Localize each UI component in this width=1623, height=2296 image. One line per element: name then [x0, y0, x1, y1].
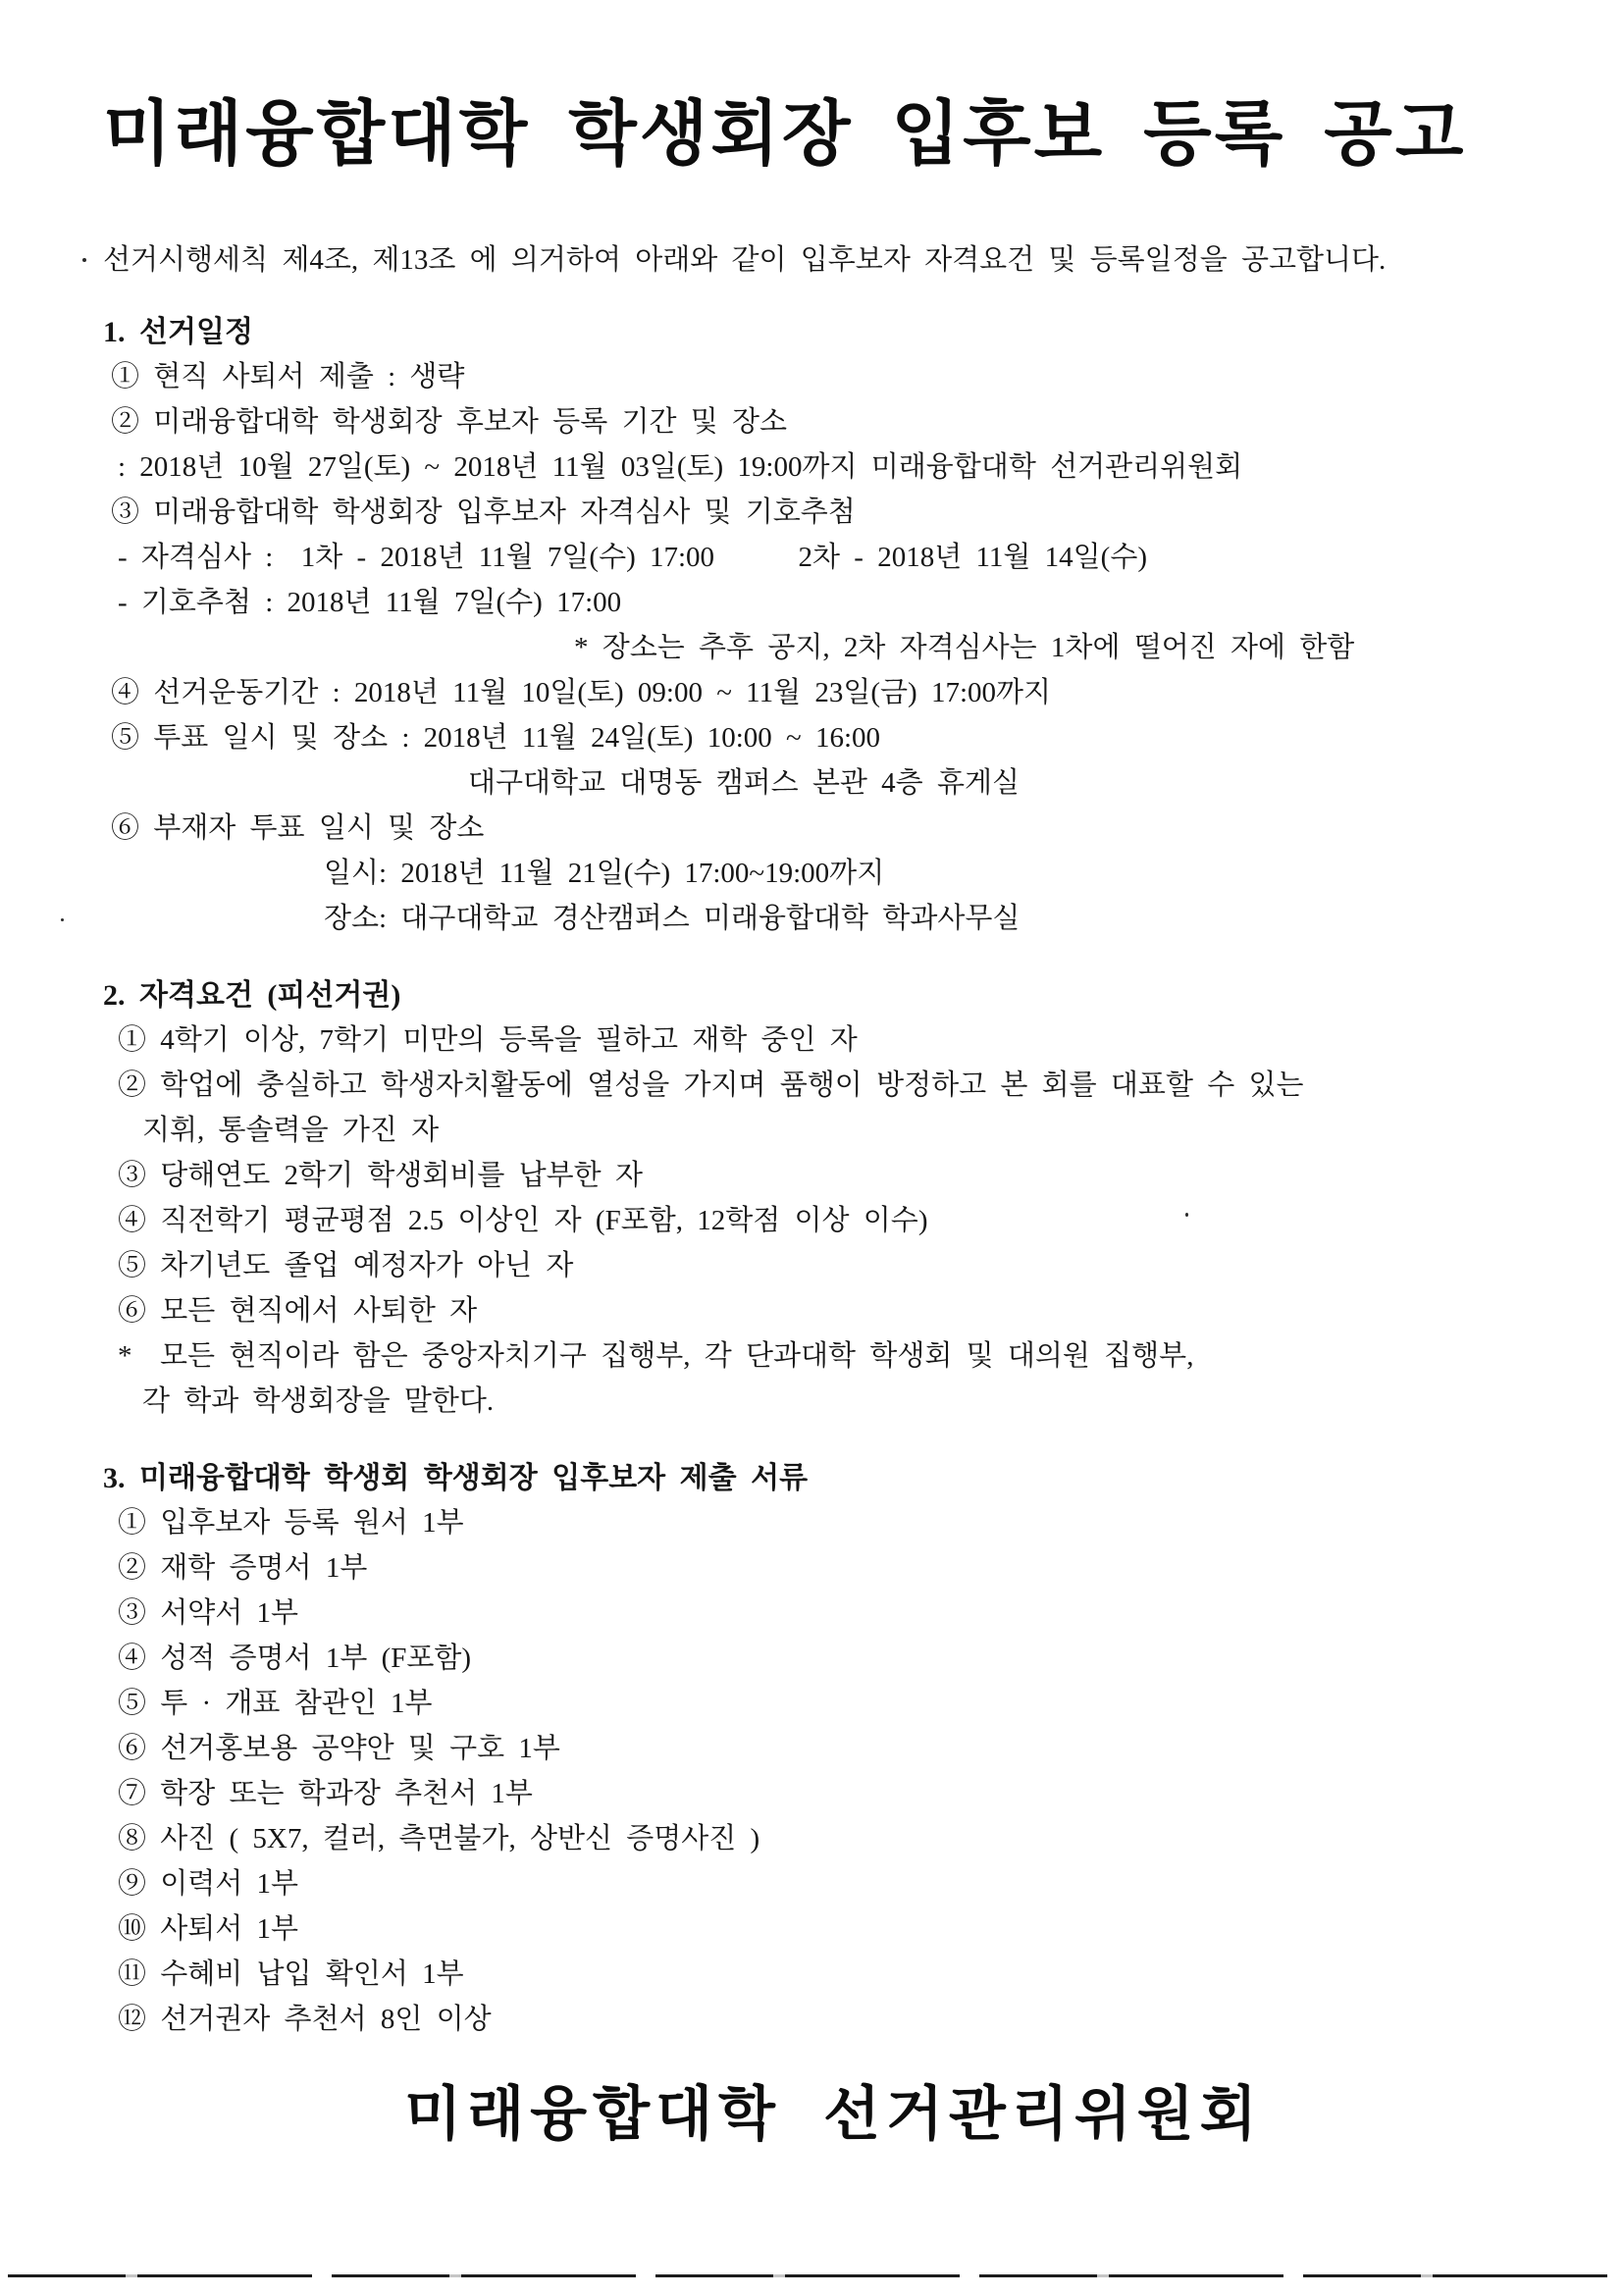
section-heading: 1. 선거일정	[103, 315, 253, 348]
page-title: 미래융합대학 학생회장 입후보 등록 공고	[103, 95, 1467, 174]
schedule-line: ③ 미래융합대학 학생회장 입후보자 자격심사 및 기호추첨	[111, 496, 856, 528]
requirement-line: ② 학업에 충실하고 학생자치활동에 열성을 가지며 품행이 방정하고 본 회를 대표할 수 있는	[118, 1069, 1304, 1101]
document-line: ② 재학 증명서 1부	[118, 1551, 368, 1584]
scan-speck	[82, 258, 86, 262]
scan-speck	[61, 918, 64, 921]
scan-artifact-line	[8, 2274, 1615, 2277]
requirement-line: ⑤ 차기년도 졸업 예정자가 아닌 자	[118, 1249, 574, 1281]
requirement-note: * 모든 현직이라 함은 중앙자치기구 집행부, 각 단과대학 학생회 및 대의원 집행부,	[118, 1339, 1194, 1372]
section-heading: 3. 미래융합대학 학생회 학생회장 입후보자 제출 서류	[103, 1461, 809, 1494]
document-line: ⑦ 학장 또는 학과장 추천서 1부	[118, 1777, 533, 1809]
document-line: ⑤ 투 · 개표 참관인 1부	[118, 1687, 433, 1719]
requirement-line: ③ 당해연도 2학기 학생회비를 납부한 자	[118, 1159, 643, 1191]
requirement-line: ① 4학기 이상, 7학기 미만의 등록을 필하고 재학 중인 자	[118, 1023, 858, 1056]
section-required-documents	[103, 1457, 1564, 2042]
issuer-signature: 미래융합대학 선거관리위원회	[404, 2081, 1263, 2147]
document-line: ⑨ 이력서 1부	[118, 1867, 299, 1900]
schedule-line: ⑤ 투표 일시 및 장소 : 2018년 11월 24일(토) 10:00 ~ 16:00	[111, 721, 881, 754]
requirement-line: ④ 직전학기 평균평점 2.5 이상인 자 (F포함, 12학점 이상 이수)	[118, 1204, 928, 1236]
schedule-line: ⑥ 부재자 투표 일시 및 장소	[111, 811, 485, 844]
schedule-line: ② 미래융합대학 학생회장 후보자 등록 기간 및 장소	[111, 405, 788, 438]
schedule-line: ④ 선거운동기간 : 2018년 11월 10일(토) 09:00 ~ 11월 23일(금) 17:00까지	[111, 676, 1052, 708]
schedule-line: 장소: 대구대학교 경산캠퍼스 미래융합대학 학과사무실	[324, 902, 1021, 934]
requirement-note: 각 학과 학생회장을 말한다.	[142, 1384, 495, 1417]
schedule-line: : 2018년 10월 27일(토) ~ 2018년 11월 03일(토) 19:00까지 미래융합대학 선거관리위원회	[118, 450, 1243, 483]
schedule-line: ① 현직 사퇴서 제출 : 생략	[111, 360, 465, 392]
section-eligibility	[103, 974, 1564, 1424]
requirement-line: ⑥ 모든 현직에서 사퇴한 자	[118, 1294, 478, 1327]
scan-speck	[1185, 1213, 1188, 1217]
document-line: ⑧ 사진 ( 5X7, 컬러, 측면불가, 상반신 증명사진 )	[118, 1822, 760, 1854]
document-line: ④ 성적 증명서 1부 (F포함)	[118, 1642, 472, 1674]
document-line: ① 입후보자 등록 원서 1부	[118, 1506, 464, 1539]
document-line: ③ 서약서 1부	[118, 1596, 299, 1629]
schedule-line: 대구대학교 대명동 캠퍼스 본관 4층 휴게실	[468, 766, 1020, 799]
intro-paragraph: 선거시행세칙 제4조, 제13조 에 의거하여 아래와 같이 입후보자 자격요건 및 등록일정을 공고합니다.	[103, 243, 1387, 276]
requirement-line: 지휘, 통솔력을 가진 자	[142, 1114, 440, 1146]
schedule-line: - 기호추첨 : 2018년 11월 7일(수) 17:00	[118, 586, 622, 618]
document-line: ⑥ 선거홍보용 공약안 및 구호 1부	[118, 1732, 560, 1764]
document-line: ⑫ 선거권자 추천서 8인 이상	[118, 2003, 492, 2035]
schedule-line: 일시: 2018년 11월 21일(수) 17:00~19:00까지	[324, 857, 885, 889]
section-election-schedule	[103, 311, 1564, 941]
section-heading: 2. 자격요건 (피선거권)	[103, 978, 401, 1012]
document-line: ⑩ 사퇴서 1부	[118, 1912, 299, 1945]
document-line: ⑪ 수혜비 납입 확인서 1부	[118, 1957, 464, 1990]
schedule-line: - 자격심사 : 1차 - 2018년 11월 7일(수) 17:00 2차 - 2018년 11월 14일(수)	[118, 541, 1148, 573]
schedule-note: * 장소는 추후 공지, 2차 자격심사는 1차에 떨어진 자에 한함	[574, 631, 1355, 663]
